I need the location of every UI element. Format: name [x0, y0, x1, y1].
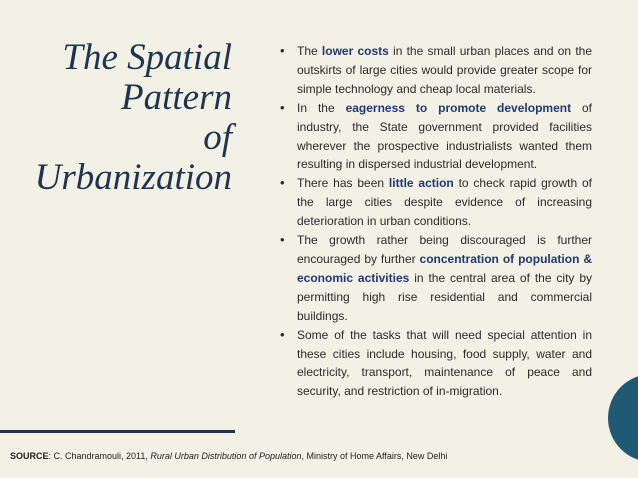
highlighted-phrase: concentration of population & economic activities	[297, 251, 592, 285]
source-label: SOURCE	[10, 451, 49, 461]
source-title: Rural Urban Distribution of Population	[150, 451, 302, 461]
bullet-text: Some of the tasks that will need special attention in these cities include housing, food supply, water and electricity, transport, maintenance of peace and security, and restriction of in-migration.	[297, 327, 592, 399]
bullet-dot-icon: •	[280, 326, 285, 342]
bullet-item	[278, 326, 592, 402]
highlighted-phrase: lower costs	[321, 44, 389, 58]
bullet-text: to check rapid growth of the large cities despite evidence of increasing deterioration in urban conditions.	[297, 176, 592, 229]
bullet-text: in the small urban places and on the outskirts of large cities would provide greater scope for simple technology and cheap local materials.	[297, 44, 592, 96]
source-text: , Ministry of Home Affairs, New Delhi	[301, 451, 448, 461]
bullet-text: The growth rather being discouraged is further encouraged by further	[297, 233, 592, 266]
bullet-dot-icon: •	[280, 43, 285, 58]
slide-title	[10, 38, 232, 198]
bullet-item	[278, 42, 592, 99]
bullet-dot-icon: •	[280, 99, 285, 115]
title-line: Urbanization	[34, 157, 232, 198]
source-citation	[10, 451, 447, 461]
bullet-text: In the	[297, 100, 346, 115]
source-text: : C. Chandramouli, 2011,	[48, 451, 151, 461]
bullet-text: in the central area of the city by permitting high rise residential and commercial buildings.	[297, 270, 592, 323]
bullet-text: The	[297, 44, 322, 58]
bullet-dot-icon: •	[280, 232, 285, 248]
bullet-text: of industry, the State government provided facilities wherever the prospective industrialists wanted them resulting in dispersed industrial development.	[297, 100, 593, 172]
highlighted-phrase: eagerness to promote development	[345, 100, 572, 115]
bullet-item	[278, 231, 592, 326]
divider-line	[0, 430, 235, 433]
bullet-dot-icon: •	[280, 175, 285, 191]
bullet-item	[278, 174, 592, 231]
bullet-item	[278, 99, 592, 175]
title-line: The Spatial	[62, 37, 232, 78]
bullet-list	[278, 42, 592, 401]
highlighted-phrase: little action	[388, 176, 454, 191]
title-line: of	[203, 117, 232, 158]
decorative-circle	[608, 374, 638, 462]
bullet-text: There has been	[297, 176, 389, 191]
title-line: Pattern	[121, 77, 232, 118]
